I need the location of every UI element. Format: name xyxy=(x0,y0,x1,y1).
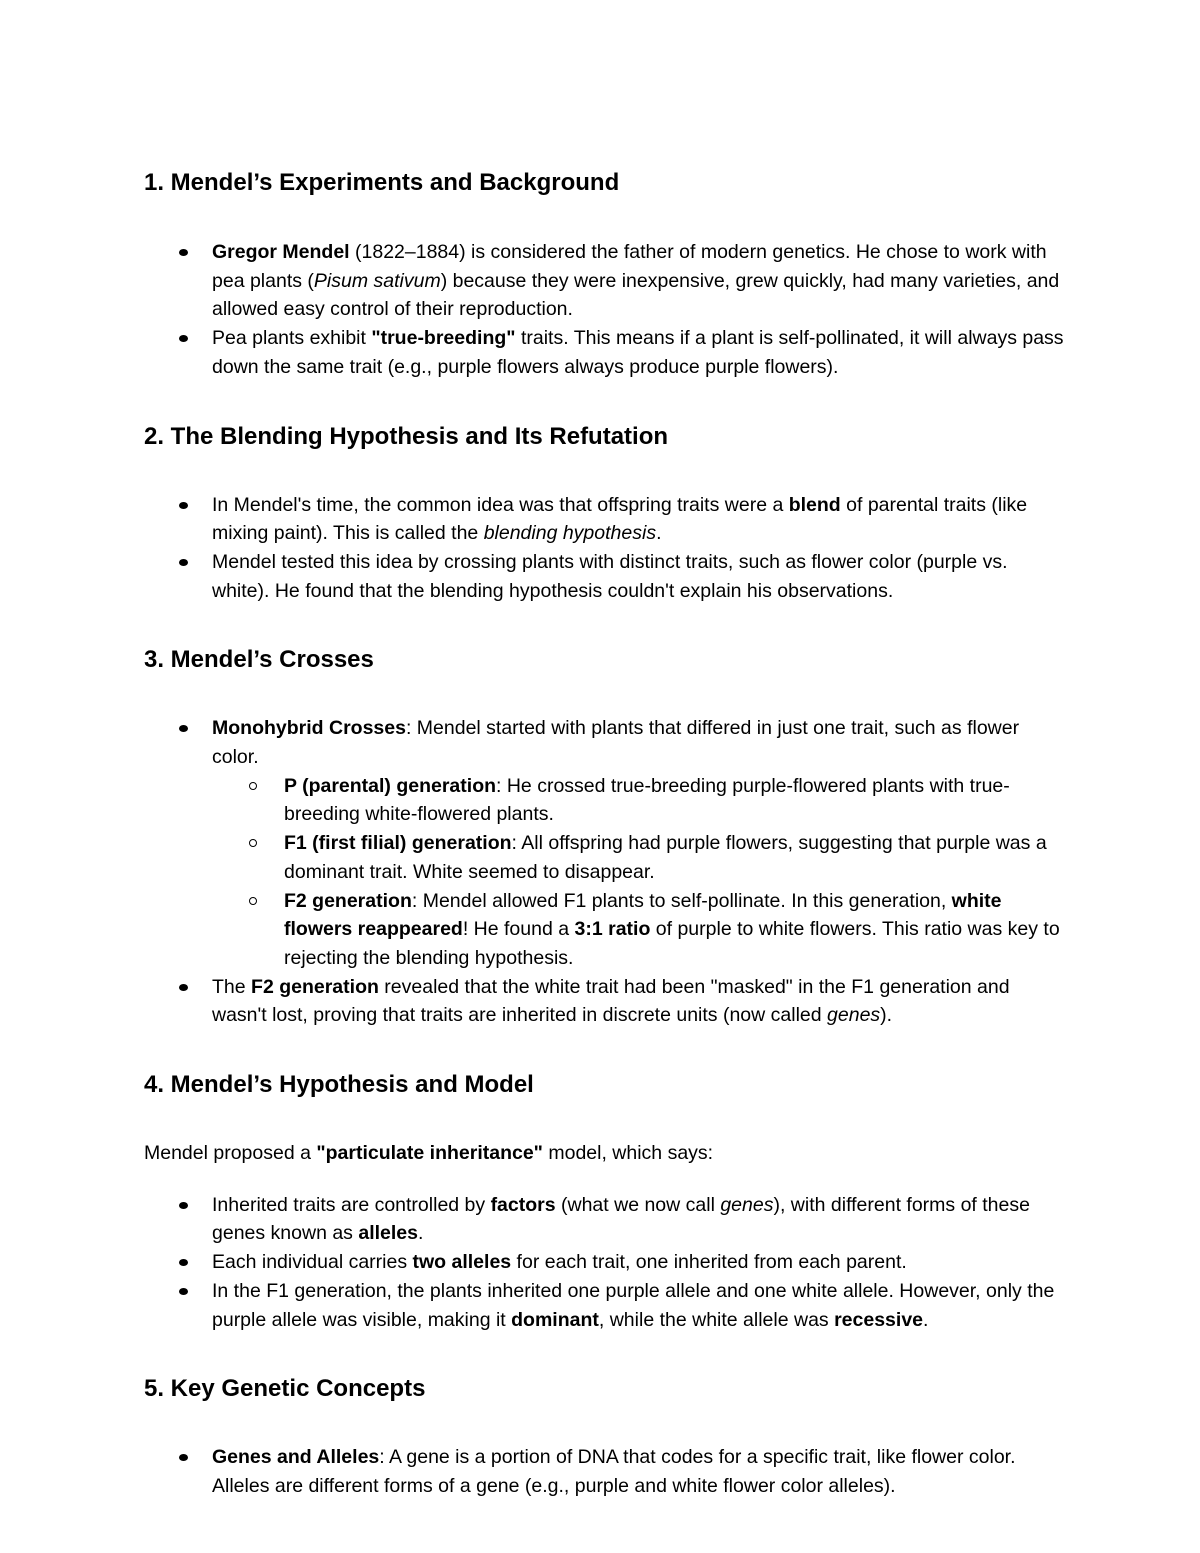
section-3-heading: 3. Mendel’s Crosses xyxy=(144,646,374,674)
sub-list-item: F2 generation: Mendel allowed F1 plants to self-pollinate. In this generation, white flowers reappeared! He found a 3:1 ratio of purple to white flowers. This ratio was key to rejecting the blending hypothesis. xyxy=(212,887,1064,973)
list-item: Monohybrid Crosses: Mendel started with plants that differed in just one trait, such as flower color. xyxy=(144,714,1064,771)
list-item: Each individual carries two alleles for each trait, one inherited from each parent. xyxy=(144,1248,1064,1277)
list-item: Gregor Mendel (1822–1884) is considered the father of modern genetics. He chose to work with pea plants (Pisum sativum) because they were inexpensive, grew quickly, had many varieties, and allowed easy control of their reproduction. xyxy=(144,238,1064,324)
sub-list-item: P (parental) generation: He crossed true-breeding purple-flowered plants with true-breeding white-flowered plants. xyxy=(212,772,1064,829)
sub-list-item: F1 (first filial) generation: All offspring had purple flowers, suggesting that purple was a dominant trait. White seemed to disappear. xyxy=(212,829,1064,886)
section-1-heading: 1. Mendel’s Experiments and Background xyxy=(144,169,620,196)
section-1-list xyxy=(144,238,1064,382)
section-3-list-cont xyxy=(144,973,1064,1030)
section-4-intro: Mendel proposed a "particulate inheritance" model, which says: xyxy=(144,1142,714,1165)
list-item: Genes and Alleles: A gene is a portion of DNA that codes for a specific trait, like flower color. Alleles are different forms of a gene (e.g., purple and white flower color alleles). xyxy=(144,1443,1064,1500)
section-4-heading: 4. Mendel’s Hypothesis and Model xyxy=(144,1071,534,1099)
section-5-heading: 5. Key Genetic Concepts xyxy=(144,1375,426,1403)
document-content xyxy=(144,166,1064,1501)
list-item: Pea plants exhibit "true-breeding" traits. This means if a plant is self-pollinated, it will always pass down the same trait (e.g., purple flowers always produce purple flowers). xyxy=(144,324,1064,381)
list-item: In the F1 generation, the plants inherited one purple allele and one white allele. However, only the purple allele was visible, making it dominant, while the white allele was recessive. xyxy=(144,1277,1064,1334)
section-3-list xyxy=(144,714,1064,771)
list-item: In Mendel's time, the common idea was that offspring traits were a blend of parental traits (like mixing paint). This is called the blending hypothesis. xyxy=(144,491,1064,548)
section-2-heading: 2. The Blending Hypothesis and Its Refutation xyxy=(144,422,669,450)
section-3-sublist xyxy=(212,772,1064,973)
list-item: Mendel tested this idea by crossing plants with distinct traits, such as flower color (purple vs. white). He found that the blending hypothesis couldn't explain his observations. xyxy=(144,548,1064,605)
section-5-list xyxy=(144,1443,1064,1500)
section-4-list xyxy=(144,1191,1064,1335)
section-2-list xyxy=(144,491,1064,606)
list-item: Inherited traits are controlled by factors (what we now call genes), with different forms of these genes known as alleles. xyxy=(144,1191,1064,1248)
list-item: The F2 generation revealed that the white trait had been "masked" in the F1 generation and wasn't lost, proving that traits are inherited in discrete units (now called genes). xyxy=(144,973,1064,1030)
